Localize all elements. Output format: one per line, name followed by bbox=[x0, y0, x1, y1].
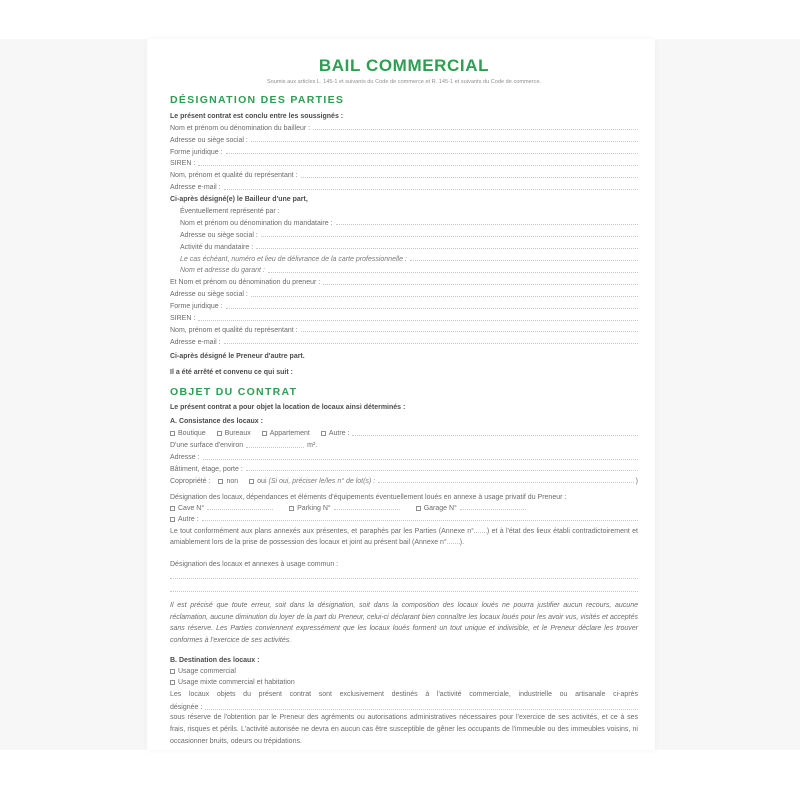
write-line[interactable] bbox=[378, 482, 633, 483]
checkbox-label: Boutique bbox=[178, 430, 206, 438]
subsection-a-heading bbox=[170, 414, 638, 426]
write-line[interactable] bbox=[251, 141, 638, 142]
field-label: Activité du mandataire : bbox=[180, 243, 254, 251]
activity-text-line1: Les locaux objets du présent contrat sont exclusivement destinés à l'activité commerciale, industrielle ou artisanale ci-après bbox=[170, 690, 638, 698]
reserve-paragraph: sous réserve de l'obtention par le Preneur des agréments ou autorisations administratives nécessaires pour l'exercice de ses activités, et ce à ses frais, risques et périls. L'activité autorisée ne devra en aucun cas être susceptible de gêner les occupants de l'immeuble ou des immeubles voisins, ni occasionner bruits, odeurs ou trépidations. bbox=[170, 714, 638, 745]
form-line bbox=[170, 228, 638, 240]
common-annex-line bbox=[170, 557, 638, 569]
document-subtitle: Soumis aux articles L. 145-1 et suivants du Code de commerce et R. 145-1 et suivants du Code de commerce. bbox=[266, 79, 542, 85]
form-line bbox=[170, 204, 638, 216]
form-line bbox=[170, 299, 638, 311]
blank-write-row bbox=[170, 569, 638, 582]
disclaimer-paragraph: Il est précisé que toute erreur, soit dans la désignation, soit dans la composition des locaux loués ne pourra justifier aucun recours, aucune réclamation, aucune diminution du loyer de la part du Preneur, celui-ci déclarant bien connaître les locaux loués pour les avoir vus, visités et acceptés sans réserve. Les Parties conviennent expressément que les locaux loués forment un tout unique et indivisible, et le Preneur déclare les trouver conformes à l'exercice de ses activités. bbox=[170, 602, 638, 645]
copro-label: Copropriété : bbox=[170, 477, 211, 485]
write-line[interactable] bbox=[226, 153, 638, 154]
write-line[interactable] bbox=[323, 284, 638, 285]
form-line bbox=[170, 311, 638, 323]
field-label: Nom et prénom ou dénomination du mandataire : bbox=[180, 219, 333, 227]
field-label: Adresse : bbox=[170, 454, 200, 462]
write-line[interactable] bbox=[460, 509, 526, 510]
annex-other-row bbox=[170, 513, 638, 524]
form-line bbox=[170, 335, 638, 347]
checkbox-option-autre[interactable] bbox=[321, 430, 350, 438]
form-intro-line bbox=[170, 109, 638, 121]
field-label: Nom et prénom ou dénomination du bailleur : bbox=[170, 124, 311, 132]
write-line[interactable] bbox=[205, 709, 638, 710]
field-label: Forme juridique : bbox=[170, 148, 223, 156]
write-line[interactable] bbox=[226, 308, 638, 309]
section-heading-designation: DÉSIGNATION DES PARTIES bbox=[170, 94, 345, 106]
field-label: Nom, prénom et qualité du représentant : bbox=[170, 326, 298, 334]
checkbox-label: Appartement bbox=[269, 430, 310, 438]
checkbox-option-cave[interactable] bbox=[170, 505, 204, 513]
bailleur-designation-line bbox=[170, 192, 638, 204]
form-line bbox=[170, 275, 638, 287]
document-viewport bbox=[0, 39, 800, 750]
checkbox-icon[interactable] bbox=[170, 680, 175, 685]
checkbox-icon[interactable] bbox=[289, 506, 294, 511]
checkbox-label: Usage mixte commercial et habitation bbox=[178, 678, 295, 686]
write-line[interactable] bbox=[207, 509, 273, 510]
checkbox-icon[interactable] bbox=[218, 479, 223, 484]
write-line[interactable] bbox=[203, 459, 638, 460]
document-title: BAIL COMMERCIAL bbox=[318, 56, 490, 75]
checkbox-option-boutique[interactable] bbox=[170, 430, 206, 438]
write-line[interactable] bbox=[334, 509, 400, 510]
field-label: Adresse ou siège social : bbox=[180, 231, 258, 239]
field-label: SIREN : bbox=[170, 160, 196, 168]
form-line bbox=[170, 145, 638, 157]
checkbox-option-copro-oui[interactable] bbox=[249, 478, 266, 486]
conformity-paragraph bbox=[170, 526, 638, 549]
checkbox-icon[interactable] bbox=[170, 517, 175, 522]
document-page bbox=[147, 39, 655, 750]
surface-row bbox=[170, 438, 638, 450]
subsection-a-label: A. Consistance des locaux : bbox=[170, 418, 263, 426]
field-label: Le cas échéant, numéro et lieu de délivrance de la carte professionnelle : bbox=[180, 255, 407, 263]
conformity-text-1: Le tout conformément aux plans annexés aux présentes, et paraphés par les Parties (Annexe n° bbox=[170, 527, 474, 535]
write-line[interactable] bbox=[198, 165, 638, 166]
checkbox-option-copro-non[interactable] bbox=[218, 478, 238, 486]
checkbox-option-parking[interactable] bbox=[289, 505, 331, 513]
form-line bbox=[170, 216, 638, 228]
write-line[interactable] bbox=[261, 236, 638, 237]
field-label: Adresse e-mail : bbox=[170, 184, 221, 192]
form-line bbox=[170, 450, 638, 462]
surface-prefix-label: D'une surface d'environ bbox=[170, 442, 244, 450]
checkbox-option-bureaux[interactable] bbox=[217, 430, 251, 438]
write-line[interactable] bbox=[198, 320, 638, 321]
write-gap[interactable] bbox=[447, 537, 460, 544]
conformity-text-2: ) et à l'état des lieux établi contradictoirement et amiablement lors de la prise de possession des locaux et joint au présent bail (Annexe n° bbox=[170, 527, 638, 547]
usage-option-row bbox=[170, 676, 638, 687]
copro-hint-label: (Si oui, préciser le/les n° de lot(s) : bbox=[268, 477, 376, 485]
form-line bbox=[170, 133, 638, 145]
form-line bbox=[170, 264, 638, 276]
conformity-text-3: ). bbox=[459, 539, 465, 547]
form-line bbox=[170, 168, 638, 180]
field-label: Éventuellement représenté par : bbox=[180, 208, 280, 216]
private-annex-intro-label: Désignation des locaux, dépendances et éléments d'équipements éventuellement loués en annexe à usage privatif du Preneur : bbox=[170, 493, 567, 501]
subsection-b-label: B. Destination des locaux : bbox=[170, 656, 260, 664]
form-line bbox=[170, 323, 638, 335]
section-heading-objet: OBJET DU CONTRAT bbox=[170, 385, 298, 398]
surface-suffix-label: m². bbox=[307, 442, 318, 450]
field-label: Bâtiment, étage, porte : bbox=[170, 465, 243, 473]
field-label: Adresse e-mail : bbox=[170, 338, 221, 346]
write-line[interactable] bbox=[246, 447, 304, 448]
field-label: Nom, prénom et qualité du représentant : bbox=[170, 172, 298, 180]
field-label: SIREN : bbox=[170, 315, 196, 323]
checkbox-icon[interactable] bbox=[262, 431, 267, 436]
write-line[interactable] bbox=[256, 248, 638, 249]
form-line bbox=[170, 240, 638, 252]
usage-option-row bbox=[170, 665, 638, 676]
form-line bbox=[170, 287, 638, 299]
form-line bbox=[170, 157, 638, 169]
checkbox-label: non bbox=[226, 477, 239, 485]
form-line bbox=[170, 252, 638, 264]
write-line[interactable] bbox=[336, 224, 638, 225]
write-line[interactable] bbox=[268, 272, 638, 273]
copro-row bbox=[170, 474, 638, 486]
checkbox-option-appartement[interactable] bbox=[262, 430, 310, 438]
checkbox-icon[interactable] bbox=[321, 431, 326, 436]
field-label: Et Nom et prénom ou dénomination du preneur : bbox=[170, 279, 321, 287]
write-line[interactable] bbox=[202, 520, 638, 521]
annex-options-row bbox=[170, 502, 638, 513]
checkbox-option-garage[interactable] bbox=[416, 505, 457, 513]
agreement-label: Il a été arrêté et convenu ce qui suit : bbox=[170, 368, 293, 376]
write-line[interactable] bbox=[352, 435, 638, 436]
write-line[interactable] bbox=[170, 578, 638, 579]
write-line[interactable] bbox=[251, 296, 638, 297]
checkbox-option-annex-autre[interactable] bbox=[170, 516, 199, 524]
field-label: Nom et adresse du garant : bbox=[180, 267, 265, 275]
checkbox-label: Garage N° bbox=[423, 504, 457, 512]
write-line[interactable] bbox=[246, 470, 638, 471]
checkbox-label: Bureaux bbox=[224, 430, 251, 438]
checkbox-label: Usage commercial bbox=[178, 667, 236, 675]
write-line[interactable] bbox=[313, 129, 638, 130]
preneur-designation-label: Ci-après désigné le Preneur d'autre part. bbox=[170, 352, 305, 360]
write-line[interactable] bbox=[301, 331, 638, 332]
checkbox-icon[interactable] bbox=[217, 431, 222, 436]
checkbox-option-usage-mixte[interactable] bbox=[170, 679, 295, 687]
common-annex-label: Désignation des locaux et annexes à usage commun : bbox=[170, 561, 339, 569]
checkbox-label: Autre : bbox=[178, 515, 199, 523]
checkbox-label: oui bbox=[257, 477, 267, 485]
write-line[interactable] bbox=[224, 343, 638, 344]
checkbox-icon[interactable] bbox=[170, 506, 175, 511]
checkbox-icon[interactable] bbox=[249, 479, 254, 484]
write-line[interactable] bbox=[410, 260, 638, 261]
checkbox-label: Autre : bbox=[328, 430, 350, 438]
checkbox-icon[interactable] bbox=[170, 669, 175, 674]
agreement-line bbox=[170, 365, 638, 377]
form-line bbox=[170, 180, 638, 192]
bailleur-designation-label: Ci-après désigné(e) le Bailleur d'une part, bbox=[170, 196, 308, 204]
intro-label: Le présent contrat a pour objet la location de locaux ainsi déterminés : bbox=[170, 404, 406, 412]
checkbox-icon[interactable] bbox=[170, 431, 175, 436]
field-label: Adresse ou siège social : bbox=[170, 291, 248, 299]
field-label: Adresse ou siège social : bbox=[170, 136, 248, 144]
private-annex-intro-line bbox=[170, 490, 638, 502]
form-intro-line bbox=[170, 401, 638, 413]
write-line[interactable] bbox=[224, 189, 638, 190]
blank-write-row bbox=[170, 582, 638, 595]
checkbox-icon[interactable] bbox=[416, 506, 421, 511]
checkbox-label: Parking N° bbox=[297, 504, 331, 512]
intro-label: Le présent contrat est conclu entre les soussignés : bbox=[170, 112, 344, 120]
subsection-b-heading bbox=[170, 653, 638, 665]
copro-close-label: ) bbox=[635, 477, 638, 485]
checkbox-label: Cave N° bbox=[178, 504, 205, 512]
write-gap[interactable] bbox=[474, 526, 487, 533]
preneur-designation-line bbox=[170, 349, 638, 361]
form-line bbox=[170, 121, 638, 133]
local-type-options-row bbox=[170, 426, 638, 438]
write-line[interactable] bbox=[301, 177, 638, 178]
field-label: Forme juridique : bbox=[170, 303, 223, 311]
form-line bbox=[170, 462, 638, 474]
activity-text-line2-row bbox=[170, 700, 638, 712]
checkbox-option-usage-commercial[interactable] bbox=[170, 668, 236, 676]
write-line[interactable] bbox=[170, 591, 638, 592]
activity-text-line2-label: désignée : bbox=[170, 704, 203, 712]
